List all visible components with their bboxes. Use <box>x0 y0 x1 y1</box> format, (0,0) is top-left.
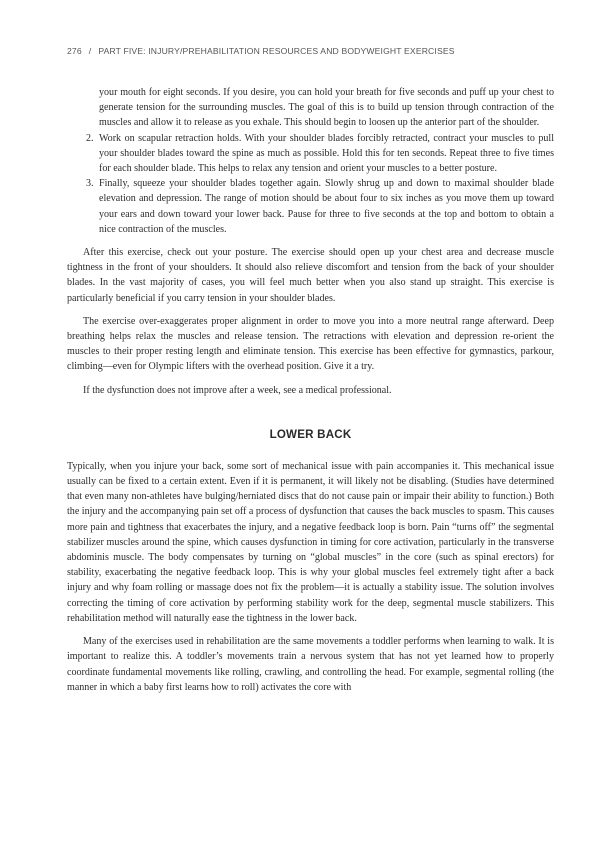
page-body <box>67 85 554 695</box>
paragraph-gap <box>67 626 554 634</box>
list-item <box>86 131 554 177</box>
step-text: Finally, squeeze your shoulder blades together again. Slowly shrug up and down to maximal shoulder blade elevation and depression. The range of motion should be about four to six inches as you move them up toward your ears and down toward your lower back. Pause for three to five seconds at the top and bottom to obtain a nice contraction of the muscles. <box>99 178 554 235</box>
numbered-steps <box>67 131 554 237</box>
paragraph: Typically, when you injure your back, some sort of mechanical issue with pain accompanies it. This mechanical issue usually can be fixed to a certain extent. Even if it is permanent, it will likely not be disabling. (Studies have determined that even many non-athletes have bulging/herniated discs that do not cause pain or impair their ability to function.) Both the injury and the accompanying pain set off a process of dysfunction that causes the back muscles to spasm. This causes more pain and tightness that exacerbates the injury, and a negative feedback loop is born. Pain “turns off” the segmental stabilizer muscles around the spine, which causes dysfunction in timing for core activation, particularly in the transverse abdominis muscle. The body compensates by turning on “global muscles” in the core (such as spinal erectors) for stability, exacerbating the negative feedback loop. This is why your global muscles feel extremely tight after a back injury and why foam rolling or massage does not fix the problem—it is actually a stability issue. The solution involves correcting the timing of core activation by performing stability work for the deep, segmental muscle stabilizers. This rehabilitation method will naturally ease the tightness in the lower back. <box>67 460 554 624</box>
step-number: 3. <box>86 178 94 190</box>
paragraph-gap <box>67 375 554 383</box>
header-separator: / <box>88 46 92 56</box>
section-heading: LOWER BACK <box>269 427 352 441</box>
paragraph: The exercise over-exaggerates proper alignment in order to move you into a more neutral range afterward. Deep breathing helps relax the muscles and release tension. The retractions with elevation and depression re-orient the muscles to their proper resting length and eliminate tension. This exercise has been effective for gymnastics, parkour, climbing—even for Olympic lifters with the overhead position. Give it a try. <box>67 315 554 373</box>
paragraph: If the dysfunction does not improve after a week, see a medical professional. <box>83 384 392 396</box>
list-item <box>86 176 554 237</box>
step-1-continuation: your mouth for eight seconds. If you desire, you can hold your breath for five seconds and puff up your chest to generate tension for the surrounding muscles. The goal of this is to build up tension through contraction of the muscles and allow it to release as you exhale. This should begin to loosen up the anterior part of the shoulder. <box>99 87 554 129</box>
paragraph-gap <box>67 306 554 314</box>
running-title: PART FIVE: INJURY/PREHABILITATION RESOURCES AND BODYWEIGHT EXERCISES <box>98 46 455 56</box>
paragraph: Many of the exercises used in rehabilitation are the same movements a toddler performs when learning to walk. It is important to realize this. A toddler’s movements train a nervous system that has not yet learned how to properly coordinate fundamental movements like rolling, crawling, and controlling the head. For example, segmental rolling (the manner in which a baby first learns how to roll) activates the core with <box>67 636 554 693</box>
paragraph: After this exercise, check out your posture. The exercise should open up your chest area and decrease muscle tightness in the front of your shoulders. It should also relieve discomfort and tension from the back of your shoulder blades. In the vast majority of cases, you will feel much better when you also stand up straight. This exercise is particularly beneficial if you carry tension in your shoulder blades. <box>67 247 554 304</box>
page-number: 276 <box>67 46 82 56</box>
paragraph-gap <box>67 237 554 245</box>
running-head <box>67 46 567 56</box>
step-number: 2. <box>86 132 94 144</box>
step-text: Work on scapular retraction holds. With your shoulder blades forcibly retracted, contract your muscles to pull your shoulder blades toward the spine as much as possible. Hold this for ten seconds. Repeat three to five times for each shoulder blade. This helps to relax any tension and orient your muscles to a better posture. <box>99 132 554 175</box>
